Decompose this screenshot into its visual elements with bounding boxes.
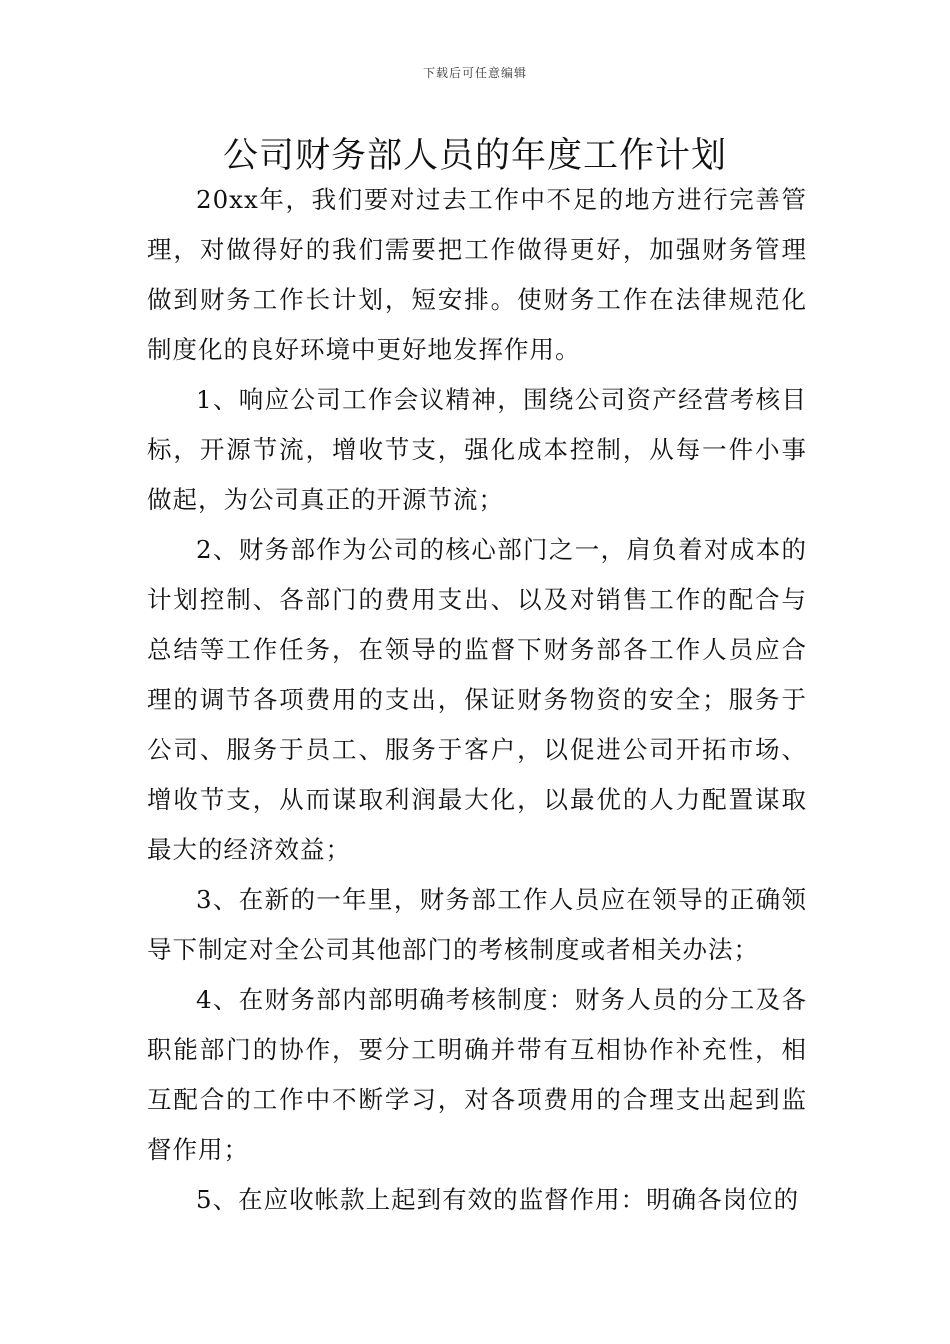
paragraph-item-4: 4、在财务部内部明确考核制度：财务人员的分工及各职能部门的协作，要分工明确并带有互相协作补充性，相互配合的工作中不断学习，对各项费用的合理支出起到监督作用；	[147, 985, 807, 1164]
paragraph-item-2: 2、财务部作为公司的核心部门之一，肩负着对成本的计划控制、各部门的费用支出、以及对销售工作的配合与总结等工作任务，在领导的监督下财务部各工作人员应合理的调节各项费用的支出，保证财务物资的安全；服务于公司、服务于员工、服务于客户，以促进公司开拓市场、增收节支，从而谋取利润最大化，以最优的人力配置谋取最大的经济效益；	[147, 535, 807, 864]
document-title: 公司财务部人员的年度工作计划	[222, 136, 727, 176]
paragraph-item-5: 5、在应收帐款上起到有效的监督作用：明确各岗位的	[196, 1185, 800, 1214]
paragraph-intro: 20xx年，我们要对过去工作中不足的地方进行完善管理，对做得好的我们需要把工作做得更好，加强财务管理做到财务工作长计划，短安排。使财务工作在法律规范化制度化的良好环境中更好地发挥作用。	[147, 185, 807, 364]
paragraph-item-1: 1、响应公司工作会议精神，围绕公司资产经营考核目标，开源节流，增收节支，强化成本控制，从每一件小事做起，为公司真正的开源节流；	[147, 385, 807, 514]
document-body	[147, 175, 807, 1225]
paragraph-item-3: 3、在新的一年里，财务部工作人员应在领导的正确领导下制定对全公司其他部门的考核制度或者相关办法；	[147, 885, 807, 964]
header-note: 下载后可任意编辑	[422, 66, 527, 80]
